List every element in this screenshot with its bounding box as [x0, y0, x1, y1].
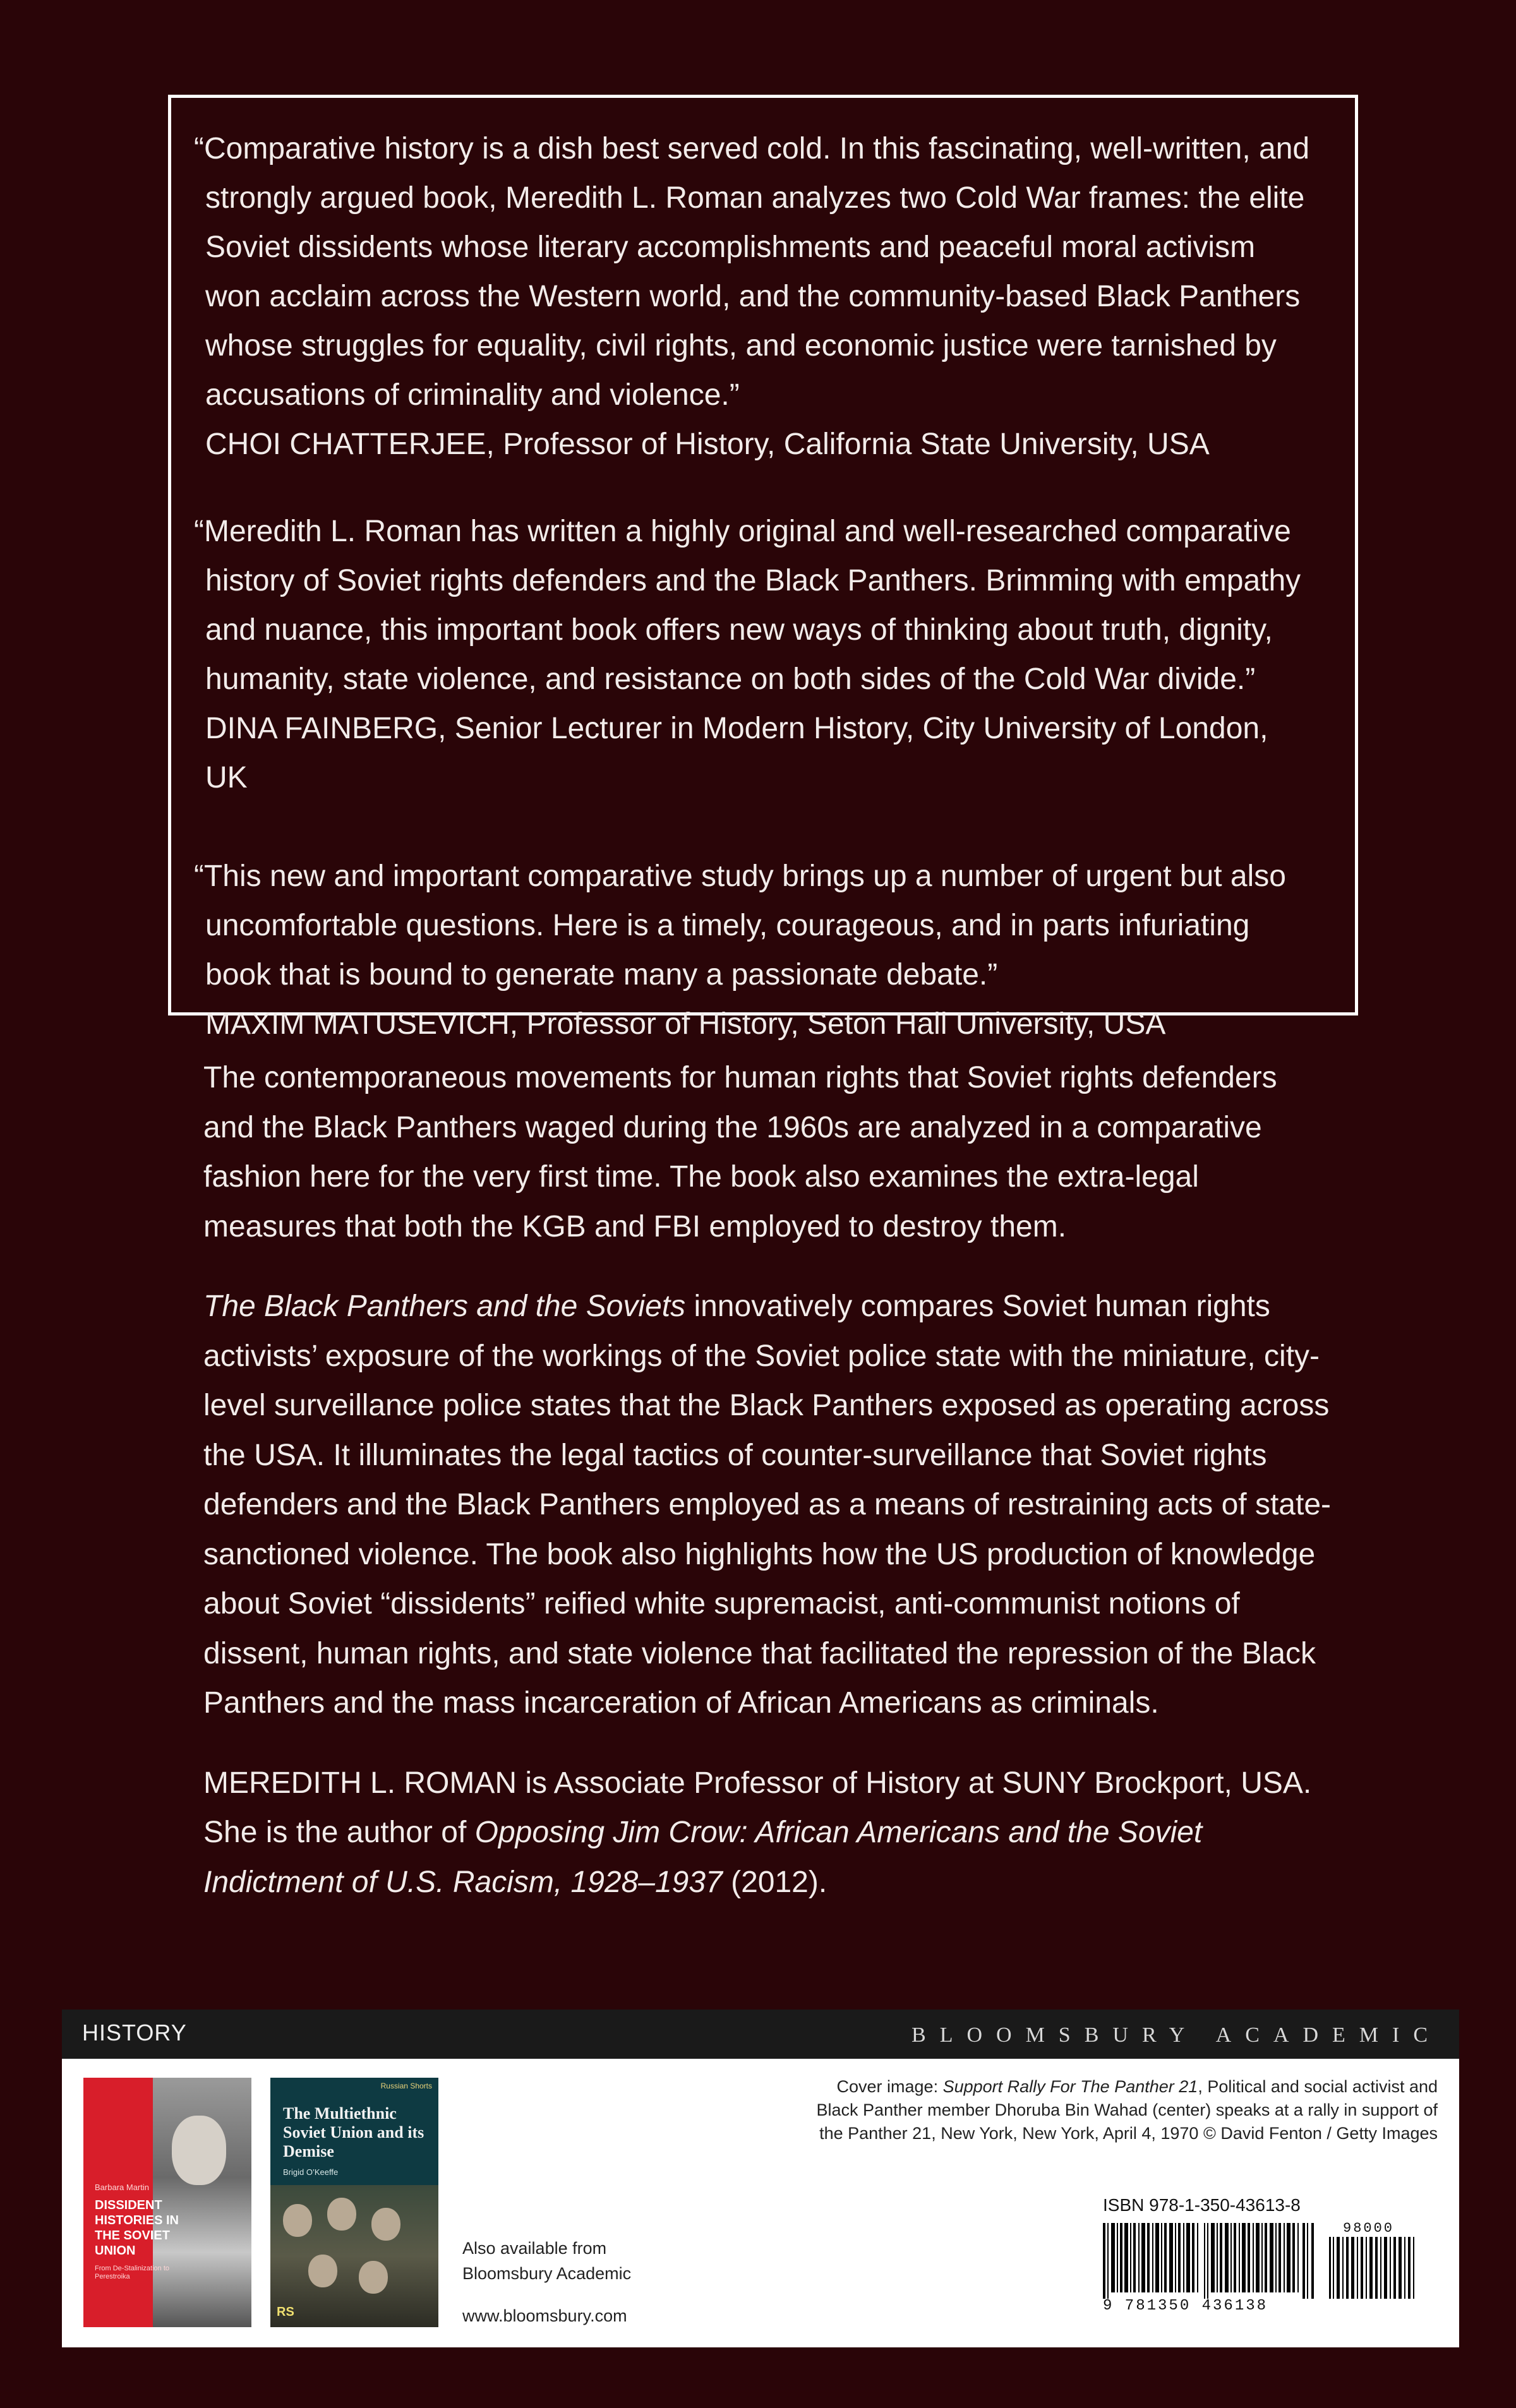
author-bio — [203, 1759, 1334, 1908]
category-bar — [62, 2010, 1459, 2059]
related-book-series: Russian Shorts — [380, 2082, 432, 2090]
other-book-title: Opposing Jim Crow: African Americans and the Soviet Indictment of U.S. Racism, 1928–1937 — [203, 1816, 1203, 1899]
barcode-digits: 9 781350 436138 — [1103, 2297, 1268, 2315]
related-book-title: The Multiethnic Soviet Union and its Demise — [283, 2104, 424, 2160]
price-barcode-bars — [1329, 2237, 1417, 2299]
related-book-cover — [270, 2078, 438, 2327]
bio-year: (2012). — [722, 1865, 827, 1899]
related-book-cover — [83, 2078, 251, 2327]
barcode-bars — [1103, 2223, 1318, 2299]
also-available-note — [462, 2236, 631, 2286]
quote-text: “Meredith L. Roman has written a highly original and well-researched comparative history of Soviet rights defenders and the Black Panthers. Brimming with empathy and nuance, this important book offers new ways of thinking about truth, dignity, humanity, state violence, and resistance on both sides of the Cold War divide.” — [194, 515, 1301, 696]
related-book-author: Barbara Martin — [95, 2183, 149, 2192]
description-paragraph — [203, 1282, 1334, 1728]
cover-photo — [270, 2185, 438, 2327]
cover-image-credit — [806, 2075, 1438, 2145]
credit-prefix: Cover image: — [836, 2077, 943, 2096]
endorsements-box — [168, 95, 1358, 1041]
book-description — [203, 1053, 1334, 1907]
face-shape — [308, 2255, 337, 2287]
credit-text: , Political and social activist and Black Panther member Dhoruba Bin Wahad (center) speaks at a rally in support of the Panther 21, New York, New York, April 4, 1970 © David Fenton / Getty Images — [816, 2077, 1438, 2143]
series-logo: RS — [277, 2305, 294, 2319]
quote-attribution: CHOI CHATTERJEE, Professor of History, California State University, USA — [205, 428, 1210, 461]
endorsement-quote — [194, 507, 1317, 803]
endorsement-quote — [194, 852, 1317, 1049]
portrait-image — [172, 2116, 226, 2185]
endorsement-quote — [194, 124, 1317, 469]
face-shape — [371, 2208, 400, 2241]
quote-attribution: DINA FAINBERG, Senior Lecturer in Modern History, City University of London, UK — [205, 712, 1268, 794]
description-paragraph: The contemporaneous movements for human rights that Soviet rights defenders and the Black Panthers waged during the 1960s are analyzed in a comparative fashion here for the very first time. The book also examines the extra-legal measures that both the KGB and FBI employed to destroy them. — [203, 1061, 1277, 1243]
book-title: The Black Panthers and the Soviets — [203, 1290, 686, 1323]
related-book-title: DISSIDENT HISTORIES IN THE SOVIET UNION — [95, 2198, 179, 2258]
bio-text: MEREDITH L. ROMAN is Associate Professor of History at SUNY Brockport, USA. She is the author of — [203, 1766, 1312, 1849]
face-shape — [283, 2204, 312, 2237]
isbn-label: ISBN 978-1-350-43613-8 — [1103, 2195, 1301, 2215]
related-book-author: Brigid O’Keeffe — [283, 2167, 339, 2177]
description-text: innovatively compares Soviet human rights activists’ exposure of the workings of the Soviet police state with the miniature, city-level surveillance police states that the Black Panthers exposed as operating across the USA. It illuminates the legal tactics of counter-surveillance that Soviet rights defenders and the Black Panthers employed as a means of restraining acts of state-sanctioned violence. The book also highlights how the US production of knowledge about Soviet “dissidents” reified white supremacist, anti-communist notions of dissent, human rights, and state violence that facilitated the repression of the Black Panthers and the mass incarceration of African Americans as criminals. — [203, 1290, 1331, 1720]
publisher-imprint: BLOOMSBURY ACADEMIC — [911, 2023, 1441, 2047]
face-shape — [327, 2198, 356, 2231]
quote-text: “Comparative history is a dish best served cold. In this fascinating, well-written, and strongly argued book, Meredith L. Roman analyzes two Cold War frames: the elite Soviet dissidents whose literary accomplishments and peaceful moral activism won acclaim across the Western world, and the community-based Black Panthers whose struggles for equality, civil rights, and economic justice were tarnished by accusations of criminality and violence.” — [194, 132, 1310, 412]
back-cover-footer — [62, 2059, 1459, 2347]
related-book-subtitle: From De-Stalinization to Perestroika — [95, 2265, 169, 2280]
publisher-website-link[interactable]: www.bloomsbury.com — [462, 2306, 627, 2325]
quote-attribution: MAXIM MATUSEVICH, Professor of History, Seton Hall University, USA — [205, 1007, 1166, 1041]
face-shape — [359, 2261, 388, 2294]
also-available-line: Also available from — [462, 2239, 607, 2258]
also-available-line: Bloomsbury Academic — [462, 2264, 632, 2283]
quote-text: “This new and important comparative study brings up a number of urgent but also uncomfortable questions. Here is a timely, courageous, and in parts infuriating book that is bound to generate many a passionate debate.” — [194, 860, 1286, 991]
category-label: HISTORY — [82, 2020, 187, 2046]
credit-photo-title: Support Rally For The Panther 21 — [942, 2077, 1198, 2096]
barcode — [1103, 2220, 1417, 2315]
price-code: 98000 — [1343, 2220, 1395, 2236]
